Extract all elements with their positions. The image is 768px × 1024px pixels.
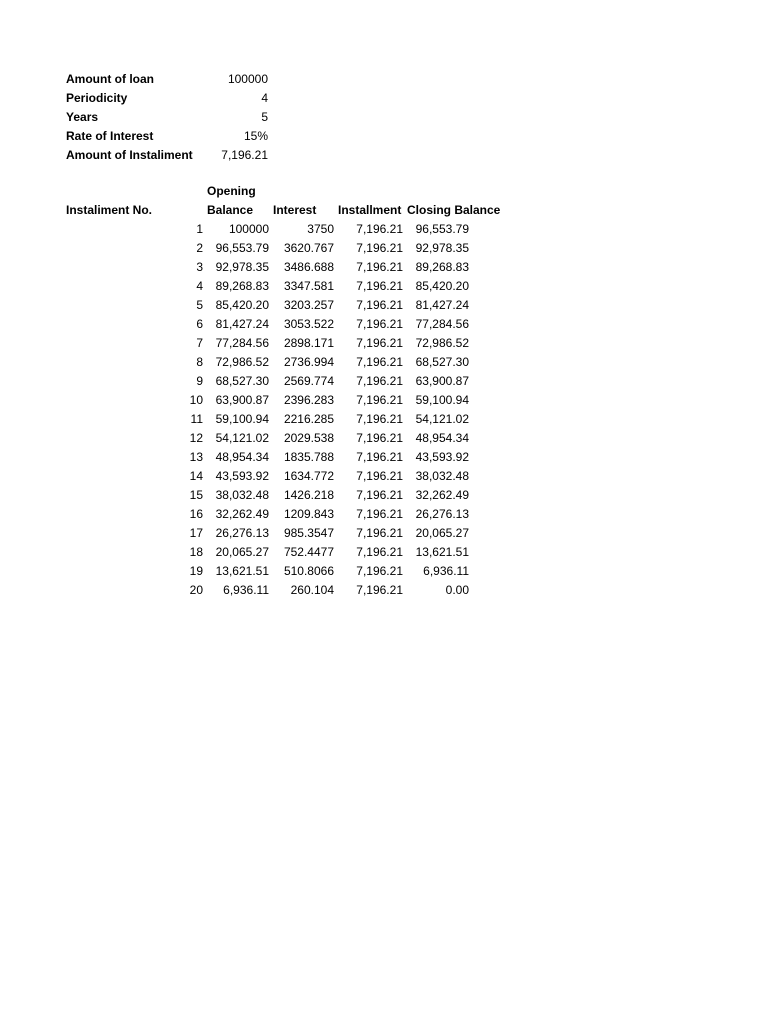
closing-balance-cell: 13,621.51 bbox=[415, 545, 469, 559]
table-row bbox=[185, 239, 469, 258]
interest-cell: 2029.538 bbox=[283, 431, 334, 445]
table-row bbox=[185, 353, 469, 372]
closing-balance-cell: 38,032.48 bbox=[415, 469, 469, 483]
rate-label: Rate of Interest bbox=[66, 129, 154, 143]
instalment-number-cell: 16 bbox=[189, 507, 203, 521]
interest-cell: 3620.767 bbox=[283, 241, 334, 255]
instalment-number-cell: 8 bbox=[196, 355, 203, 369]
table-row bbox=[185, 524, 469, 543]
closing-balance-cell: 54,121.02 bbox=[415, 412, 469, 426]
opening-balance-cell: 72,986.52 bbox=[215, 355, 269, 369]
table-row bbox=[185, 467, 469, 486]
closing-balance-cell: 6,936.11 bbox=[423, 564, 469, 578]
instalment-number-cell: 2 bbox=[196, 241, 203, 255]
opening-balance-cell: 68,527.30 bbox=[215, 374, 269, 388]
instalment-number-cell: 9 bbox=[196, 374, 203, 388]
interest-cell: 3750 bbox=[307, 222, 334, 236]
closing-balance-cell: 68,527.30 bbox=[415, 355, 469, 369]
interest-cell: 3486.688 bbox=[283, 260, 334, 274]
instalment-number-cell: 13 bbox=[189, 450, 203, 464]
installment-cell: 7,196.21 bbox=[356, 488, 403, 502]
opening-balance-cell: 13,621.51 bbox=[215, 564, 269, 578]
closing-balance-header: Closing Balance bbox=[407, 203, 501, 217]
installment-cell: 7,196.21 bbox=[356, 545, 403, 559]
closing-balance-cell: 32,262.49 bbox=[415, 488, 469, 502]
summary-row-rate bbox=[66, 127, 276, 146]
table-row bbox=[185, 581, 469, 600]
interest-cell: 1634.772 bbox=[283, 469, 334, 483]
summary-row-loan bbox=[66, 70, 276, 89]
installment-cell: 7,196.21 bbox=[356, 355, 403, 369]
installment-cell: 7,196.21 bbox=[356, 412, 403, 426]
instalment-number-cell: 14 bbox=[189, 469, 203, 483]
instalment-no-header: Instaliment No. bbox=[66, 203, 153, 217]
opening-balance-cell: 81,427.24 bbox=[215, 317, 269, 331]
opening-balance-cell: 100000 bbox=[228, 222, 269, 236]
amortization-table bbox=[185, 220, 469, 600]
instalment-number-cell: 5 bbox=[196, 298, 203, 312]
installment-cell: 7,196.21 bbox=[356, 336, 403, 350]
closing-balance-cell: 85,420.20 bbox=[415, 279, 469, 293]
table-row bbox=[185, 562, 469, 581]
table-row bbox=[185, 429, 469, 448]
instalment-number-cell: 12 bbox=[189, 431, 203, 445]
interest-cell: 3347.581 bbox=[283, 279, 334, 293]
instalment-number-cell: 10 bbox=[189, 393, 203, 407]
opening-balance-cell: 48,954.34 bbox=[215, 450, 269, 464]
table-row bbox=[185, 296, 469, 315]
interest-cell: 3053.522 bbox=[283, 317, 334, 331]
installment-cell: 7,196.21 bbox=[356, 526, 403, 540]
installment-cell: 7,196.21 bbox=[356, 507, 403, 521]
loan-amount-label: Amount of loan bbox=[66, 72, 154, 86]
closing-balance-cell: 89,268.83 bbox=[415, 260, 469, 274]
interest-cell: 2396.283 bbox=[283, 393, 334, 407]
installment-cell: 7,196.21 bbox=[356, 374, 403, 388]
years-label: Years bbox=[66, 110, 99, 124]
closing-balance-cell: 20,065.27 bbox=[415, 526, 469, 540]
opening-balance-cell: 26,276.13 bbox=[215, 526, 269, 540]
instalment-number-cell: 20 bbox=[189, 583, 203, 597]
opening-balance-cell: 32,262.49 bbox=[215, 507, 269, 521]
instalment-number-cell: 7 bbox=[196, 336, 203, 350]
installment-cell: 7,196.21 bbox=[356, 583, 403, 597]
summary-row-years bbox=[66, 108, 276, 127]
table-row bbox=[185, 315, 469, 334]
table-row bbox=[185, 258, 469, 277]
installment-header: Installment bbox=[338, 203, 402, 217]
opening-balance-cell: 63,900.87 bbox=[215, 393, 269, 407]
instalment-number-cell: 19 bbox=[189, 564, 203, 578]
instalment-number-cell: 11 bbox=[190, 412, 203, 426]
instalment-number-cell: 4 bbox=[196, 279, 203, 293]
closing-balance-cell: 72,986.52 bbox=[415, 336, 469, 350]
closing-balance-cell: 63,900.87 bbox=[415, 374, 469, 388]
interest-cell: 985.3547 bbox=[283, 526, 334, 540]
periodicity-value: 4 bbox=[261, 91, 268, 105]
loan-amount-value: 100000 bbox=[227, 72, 268, 86]
table-row bbox=[185, 372, 469, 391]
installment-cell: 7,196.21 bbox=[356, 564, 403, 578]
closing-balance-cell: 81,427.24 bbox=[415, 298, 469, 312]
interest-cell: 2736.994 bbox=[283, 355, 334, 369]
closing-balance-cell: 96,553.79 bbox=[415, 222, 469, 236]
installment-cell: 7,196.21 bbox=[356, 450, 403, 464]
installment-cell: 7,196.21 bbox=[356, 469, 403, 483]
opening-balance-cell: 89,268.83 bbox=[215, 279, 269, 293]
installment-cell: 7,196.21 bbox=[356, 317, 403, 331]
table-row bbox=[185, 505, 469, 524]
installment-cell: 7,196.21 bbox=[356, 260, 403, 274]
summary-row-instalment bbox=[66, 146, 276, 165]
table-row bbox=[185, 448, 469, 467]
opening-balance-cell: 6,936.11 bbox=[223, 583, 269, 597]
opening-balance-cell: 96,553.79 bbox=[215, 241, 269, 255]
opening-balance-cell: 59,100.94 bbox=[215, 412, 269, 426]
interest-cell: 510.8066 bbox=[283, 564, 334, 578]
interest-cell: 1835.788 bbox=[283, 450, 334, 464]
interest-cell: 1209.843 bbox=[283, 507, 334, 521]
instalment-number-cell: 1 bbox=[196, 222, 203, 236]
installment-cell: 7,196.21 bbox=[356, 393, 403, 407]
amortization-table-body bbox=[185, 220, 469, 600]
opening-balance-cell: 38,032.48 bbox=[215, 488, 269, 502]
schedule-header bbox=[0, 182, 768, 220]
periodicity-label: Periodicity bbox=[66, 91, 128, 105]
summary-row-periodicity bbox=[66, 89, 276, 108]
loan-summary bbox=[66, 70, 276, 165]
closing-balance-cell: 26,276.13 bbox=[415, 507, 469, 521]
table-row bbox=[185, 220, 469, 239]
opening-balance-header-line2: Balance bbox=[207, 203, 254, 217]
interest-cell: 2898.171 bbox=[283, 336, 334, 350]
opening-balance-cell: 20,065.27 bbox=[215, 545, 269, 559]
table-row bbox=[185, 277, 469, 296]
installment-cell: 7,196.21 bbox=[356, 279, 403, 293]
interest-cell: 752.4477 bbox=[283, 545, 334, 559]
installment-cell: 7,196.21 bbox=[356, 241, 403, 255]
opening-balance-header-line1: Opening bbox=[207, 184, 256, 198]
closing-balance-cell: 48,954.34 bbox=[415, 431, 469, 445]
instalment-number-cell: 15 bbox=[189, 488, 203, 502]
interest-cell: 2216.285 bbox=[283, 412, 334, 426]
closing-balance-cell: 59,100.94 bbox=[415, 393, 469, 407]
rate-value: 15% bbox=[243, 129, 268, 143]
opening-balance-cell: 77,284.56 bbox=[215, 336, 269, 350]
table-row bbox=[185, 486, 469, 505]
instalment-number-cell: 18 bbox=[189, 545, 203, 559]
closing-balance-cell: 0.00 bbox=[445, 583, 469, 597]
table-row bbox=[185, 410, 469, 429]
instalment-number-cell: 17 bbox=[189, 526, 203, 540]
closing-balance-cell: 92,978.35 bbox=[415, 241, 469, 255]
installment-cell: 7,196.21 bbox=[356, 298, 403, 312]
table-row bbox=[185, 543, 469, 562]
opening-balance-cell: 54,121.02 bbox=[215, 431, 269, 445]
table-row bbox=[185, 391, 469, 410]
interest-cell: 260.104 bbox=[290, 583, 334, 597]
opening-balance-cell: 85,420.20 bbox=[215, 298, 269, 312]
installment-cell: 7,196.21 bbox=[356, 431, 403, 445]
opening-balance-cell: 43,593.92 bbox=[215, 469, 269, 483]
instalment-amount-value: 7,196.21 bbox=[221, 148, 268, 162]
closing-balance-cell: 77,284.56 bbox=[415, 317, 469, 331]
interest-header: Interest bbox=[273, 203, 317, 217]
interest-cell: 1426.218 bbox=[283, 488, 334, 502]
interest-cell: 2569.774 bbox=[283, 374, 334, 388]
years-value: 5 bbox=[261, 110, 268, 124]
instalment-amount-label: Amount of Instaliment bbox=[66, 148, 193, 162]
instalment-number-cell: 3 bbox=[196, 260, 203, 274]
table-row bbox=[185, 334, 469, 353]
closing-balance-cell: 43,593.92 bbox=[415, 450, 469, 464]
interest-cell: 3203.257 bbox=[283, 298, 334, 312]
installment-cell: 7,196.21 bbox=[356, 222, 403, 236]
instalment-number-cell: 6 bbox=[196, 317, 203, 331]
opening-balance-cell: 92,978.35 bbox=[215, 260, 269, 274]
